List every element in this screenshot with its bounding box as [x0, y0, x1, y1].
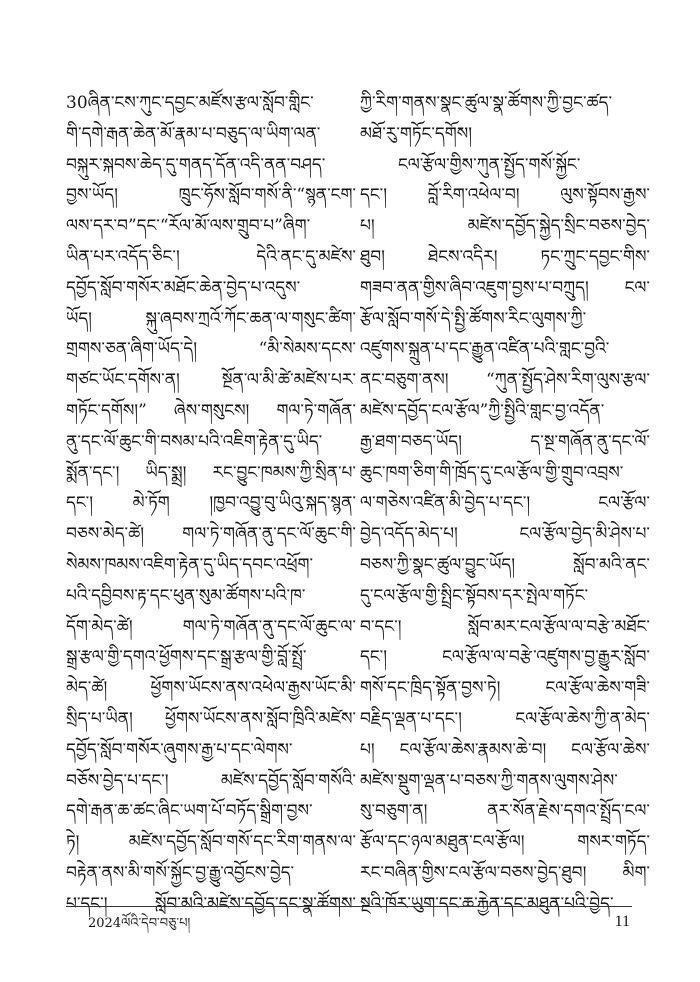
text-line: དང་། བློ་རིག་འཕེལ་བ། ལུས་སྟོབས་རྒྱས་ [360, 185, 650, 206]
text-line: རང་བཞིན་གྱིས་ངལ་རྩོལ་བཅས་བྱེད་ཐུབ། མིག་ [360, 862, 650, 883]
text-line: པའི་དབྱིབས་རྟ་དང་ཕུན་སུམ་ཚོགས་པའི་ཁ་ [66, 585, 306, 606]
text-line: སྲིད་པ་ཡིན། ཕྱོགས་ཡོངས་ནས་སློབ་ཁྲིའི་མཛེས་ [66, 708, 356, 729]
text-line: བཅས་མེད་ཚེ། གལ་ཏེ་གཞོན་ནུ་དང་ལོ་ཆུང་གི་ [66, 524, 356, 545]
text-line: དགེ་རྒན་ཆ་ཚང་ཞིང་ཡག་པོ་བཏོད་སྒྲིག་བྱས་ [66, 801, 313, 822]
text-line: བརྗིད་ལྡན་པ་དང་། ངལ་རྩོལ་ཆེས་ཀྱི་ན་མེད་ [360, 708, 650, 729]
text-line: མེད་ཚེ། ཕྱོགས་ཡོངས་ནས་འཕེལ་རྒྱས་ཡོང་མི་ [66, 678, 356, 699]
page-number: 11 [614, 913, 630, 930]
text-line: དུ་ངལ་རྩོལ་གྱི་སྤྲིང་སྟོབས་དར་སྤེལ་གཏོང་ [360, 585, 589, 606]
text-line: ངལ་རྩོལ་གྱིས་ཀུན་སྤྱོད་གསོ་སྐྱོང་ [398, 154, 581, 175]
text-line: རྩོལ་སློབ་གསོ་དེ་སྤྱི་ཚོགས་རིང་ལུགས་ཀྱི་ [360, 308, 587, 329]
text-line: བསྐུར་སྐབས་ཆེད་དུ་གནད་དོན་འདི་ནན་བཤད་ [66, 154, 326, 175]
right-text-column [360, 88, 650, 920]
text-line: ཡིན་པར་འདོད་ཅིང་། དེའི་ནང་དུ་མཛེས་ [66, 246, 356, 267]
text-line: པ། མཛེས་དབྱོད་སྐྱེད་སྲིང་བཅས་བྱེད་ [360, 216, 650, 237]
text-line: བཅས་ཀྱི་སྣང་ཚུལ་བྱུང་ཡོད། སློབ་མའི་ནང་ [360, 554, 650, 575]
text-line: གི་དགེ་རྒན་ཆེན་མོ་རྣམ་པ་བཅུད་ལ་ཡིག་ལན་ [66, 123, 321, 144]
text-line: དབྱོད་སློབ་གསོར་ཞུགས་རྒྱ་པ་དང་ལེགས་ [66, 739, 293, 760]
footer-issue-label: 2024ལོའི་དེབ་བཅུ་པ། [88, 916, 191, 931]
text-line: རྒྱ་ཐག་བཅད་ཡོད། ད་སྔ་གཞོན་ནུ་དང་ལོ་ [360, 431, 650, 452]
text-line: མཐོ་རུ་གཏོང་དགོས། [360, 123, 472, 144]
text-line: ནུ་དང་ལོ་ཆུང་གི་བསམ་པའི་འཇིག་རྟེན་དུ་ཡིད་ [66, 431, 323, 452]
text-line: གྲགས་ཅན་ཞིག་ཡོད་དེ། “མི་སེམས་དངས་ [66, 339, 356, 360]
text-line: གཙང་ཡོང་དགོས་ན། སྔོན་ལ་མི་ཚེ་མཛེས་པར་ [66, 370, 356, 391]
text-line: ཡོད། སྐུ་ཞབས་ཀྲའོ་ཀོང་ཆན་ལ་གསུང་ཚིག་ [66, 308, 356, 329]
text-line: སྨོན་དང་། ཡིད་སྨྲ། རང་བྱུང་ཁམས་ཀྱི་སྲིན་པ་ [66, 462, 356, 483]
text-line: ནང་བཅུག་ནས། “ཀུན་སྤྱོད་ཤེས་རིག་ལུས་རྩལ་ [360, 370, 650, 391]
text-line: གསོ་དང་ཁྲིད་སྟོན་བྱས་ཏེ། ངལ་རྩོལ་ཆེས་གཟི་ [360, 678, 650, 699]
text-line: སེམས་ཁམས་འཇིག་རྟེན་དུ་ཡིད་དབང་འཕྲོག་ [66, 554, 314, 575]
text-line: རྩོལ་དང་ཉལ་མཐུན་ངལ་རྩོལ། གསར་གཏོད་ [360, 832, 650, 853]
text-line: བརྟེན་ནས་མི་གསོ་སྐྱོང་བྱ་རྒྱུ་འབྱོངས་བྱེད་ [66, 862, 295, 883]
text-line: དབྱོད་སློབ་གསོར་མཐོང་ཆེན་བྱེད་པ་འདུས་ [66, 277, 301, 298]
text-line: བཅོས་བྱེད་པ་དང་། མཛེས་དབྱོད་སློབ་གསོའི་ [66, 770, 356, 791]
text-line: ལས་དར་བ”དང་“རོལ་མོ་ལས་གྲུབ་པ”ཞིག་ [66, 216, 311, 237]
left-text-column [66, 88, 356, 920]
text-line: མཛེས་དབྱོད་ངལ་རྩོལ”ཀྱི་སྤྱིའི་གླང་བྱ་འདོན་ [360, 400, 605, 421]
text-line: སྒྲ་རྩལ་གྱི་དགའ་ཕྱོགས་དང་སྒྲ་རྩལ་གྱི་བློ་སྤྲོ་ [66, 647, 307, 668]
text-line: 30ཞིན་ངས་ཀུང་དབྱང་མཛོས་རྩལ་སློབ་གླིང་ [66, 93, 314, 113]
text-line: ཐུབ། ཐེངས་འདིར། ཏང་ཀྲུང་དབྱང་གིས་ [360, 246, 650, 267]
text-line: ཆུང་ཁག་ཅིག་གི་ཁྲོད་དུ་ངལ་རྩོལ་གྱི་གྲུབ་འབྲས་ [360, 462, 624, 483]
text-line: བྱས་ཡོད། ཁྲུང་ཧོས་སློབ་གསོ་ནི་“སྙན་ངག་ [66, 185, 356, 206]
text-line: ལ་གཅེས་འཛིན་མི་བྱེད་པ་དང་། ངལ་རྩོལ་ [360, 493, 650, 514]
text-line: བ་དང་། སློབ་མར་ངལ་རྩོལ་ལ་བརྩེ་མཐོང་ [360, 616, 650, 637]
text-line: ཏེ། མཛེས་དབྱོད་སློབ་གསོ་དང་རིག་གནས་ལ་ [66, 832, 356, 853]
text-line: པ་དང་། སློབ་མའི་མཛེས་དབྱོད་དང་སྣ་ཚོགས་ [66, 893, 356, 914]
text-line: སྔའི་ཁོར་ཡུག་དང་ཆ་རྐྱེན་དང་མཐུན་པའི་བྱེད་ [360, 893, 614, 914]
text-line: པ། ངལ་རྩོལ་ཆེས་རྣམས་ཆེ་བ། ངལ་རྩོལ་ཆེས་ [360, 739, 650, 760]
footer-divider [66, 906, 632, 907]
text-line: ཀྱི་རིག་གནས་སྣང་ཚུལ་སྣ་ཚོགས་ཀྱི་བྱང་ཚད་ [360, 93, 613, 113]
text-line: དང་། ངལ་རྩོལ་ལ་བརྩེ་འཛུགས་བྱ་རྒྱུར་སློབ་ [360, 647, 650, 668]
text-line: འཛུགས་སྐྲུན་པ་དང་རྒྱུན་འཛིན་པའི་གླང་བྱའི་ [360, 339, 610, 360]
text-line: གཟབ་ནན་གྱིས་ཞིབ་འཇུག་བྱས་པ་བཀྲུད། ངལ་ [360, 277, 650, 298]
text-line: དོག་མེད་ཚེ། གལ་ཏེ་གཞོན་ནུ་དང་ལོ་ཆུང་ལ་ [66, 616, 356, 637]
text-line: སུ་བཅུག་ན། ནར་སོན་རྗེས་དགའ་སྤྲོད་ངལ་ [360, 801, 650, 822]
text-line: གཏོང་དགོས།” ཞེས་གསུངས། གལ་ཏེ་གཞོན་ [66, 400, 356, 421]
text-line: མཛེས་སྡུག་ལྡན་པ་བཅས་ཀྱི་གནས་ལུགས་ཤེས་ [360, 770, 618, 791]
text-line: དང་། མེ་ཏོག །ཁྱབ་འབྱུ་བུ་ཡིའུ་སྐད་སྙན་ [66, 493, 356, 514]
text-line: བྱེད་འདོད་མེད་པ། ངལ་རྩོལ་བྱེད་མི་ཤེས་པ་ [360, 524, 650, 545]
